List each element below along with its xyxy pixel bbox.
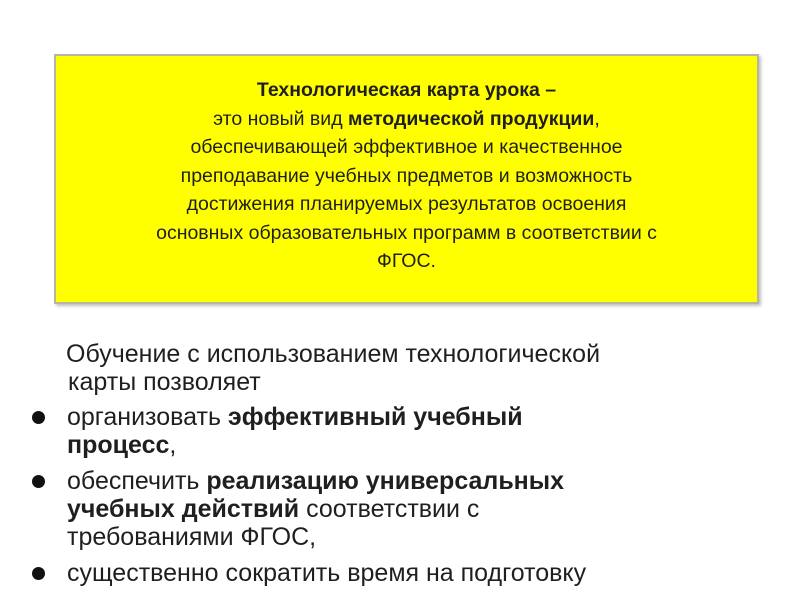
definition-line-4: преподавание учебных предметов и возможность xyxy=(180,164,633,187)
definition-line-6: основных образовательных программ в соответствии с xyxy=(156,221,657,244)
bullet-dot-icon xyxy=(32,475,45,488)
definition-line-2: это новый вид методической продукции, xyxy=(213,107,600,130)
definition-line-5: достижения планируемых результатов освоения xyxy=(186,193,627,215)
bullet-dot-icon xyxy=(32,567,45,580)
intro-paragraph xyxy=(30,340,770,396)
definition-box xyxy=(54,54,759,304)
body-text xyxy=(30,340,770,595)
list-item: обеспечить реализацию универсальных учебных действий соответствии с требованиями ФГОС, xyxy=(30,467,770,551)
benefits-list xyxy=(30,403,770,587)
definition-line-7: ФГОС. xyxy=(377,250,436,272)
definition-highlight: методической продукции xyxy=(347,107,595,130)
intro-line-1: Обучение с использованием технологической xyxy=(66,340,601,368)
definition-title: Технологическая карта урока – xyxy=(256,79,557,101)
list-item: существенно сократить время на подготовку xyxy=(30,559,770,587)
definition-line-3: обеспечивающей эффективное и качественное xyxy=(190,136,623,158)
bullet-dot-icon xyxy=(32,411,45,424)
list-item: организовать эффективный учебный процесс, xyxy=(30,403,770,459)
intro-line-2: карты позволяет xyxy=(68,368,261,396)
